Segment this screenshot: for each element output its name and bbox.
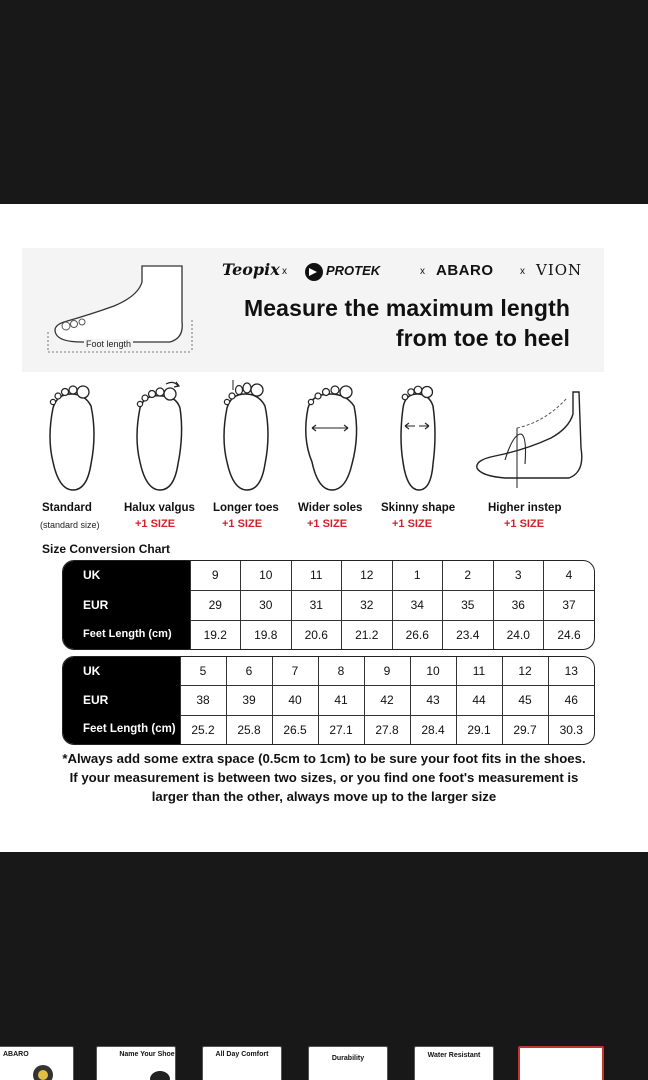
table-cell: 40 bbox=[272, 686, 318, 716]
size-table-adults bbox=[62, 656, 595, 745]
table-row bbox=[63, 561, 594, 590]
table-cell: 43 bbox=[410, 686, 456, 716]
table-cell: 7 bbox=[272, 657, 318, 686]
footnote-line-2: If your measurement is between two sizes, or you find one foot's measurement is bbox=[69, 770, 579, 785]
table-cell: 9 bbox=[190, 561, 241, 590]
size-table-kids bbox=[62, 560, 595, 650]
table-cell: 23.4 bbox=[443, 620, 494, 649]
table-cell: 28.4 bbox=[410, 715, 456, 744]
table-row bbox=[63, 590, 594, 620]
table-cell: 8 bbox=[318, 657, 364, 686]
table-cell: 30.3 bbox=[548, 715, 594, 744]
header-panel bbox=[22, 248, 604, 372]
brand-separator: x bbox=[282, 266, 287, 277]
table-cell: 5 bbox=[180, 657, 226, 686]
shoe-icon bbox=[29, 1061, 57, 1080]
table-cell: 27.1 bbox=[318, 715, 364, 744]
footnote bbox=[0, 749, 648, 806]
halux-valgus-foot-icon bbox=[126, 378, 190, 496]
row-label: EUR bbox=[63, 686, 180, 716]
table-cell: 25.8 bbox=[226, 715, 272, 744]
table-cell: 10 bbox=[241, 561, 292, 590]
row-label: EUR bbox=[63, 590, 190, 620]
foot-type-name: Skinny shape bbox=[381, 502, 456, 514]
longer-toes-foot-icon bbox=[213, 378, 277, 496]
thumbnail-6-selected[interactable] bbox=[518, 1046, 604, 1080]
foot-type-higher-instep bbox=[460, 378, 610, 496]
standard-foot-icon bbox=[39, 378, 103, 496]
foot-type-name: Standard bbox=[42, 502, 92, 514]
shoe-icon bbox=[149, 1067, 171, 1080]
foot-types-row bbox=[22, 378, 622, 538]
table-cell: 29.7 bbox=[502, 715, 548, 744]
table-row bbox=[63, 715, 594, 744]
table-cell: 11 bbox=[291, 561, 342, 590]
table-cell: 37 bbox=[544, 590, 595, 620]
foot-type-skinny-shape bbox=[372, 378, 462, 496]
headline bbox=[244, 293, 570, 353]
row-label: Feet Length (cm) bbox=[63, 715, 180, 744]
thumbnail-label: All Day Comfort bbox=[215, 1051, 269, 1058]
table-cell: 9 bbox=[364, 657, 410, 686]
table-cell: 1 bbox=[392, 561, 443, 590]
foot-type-name: Longer toes bbox=[213, 502, 279, 514]
table-cell: 26.5 bbox=[272, 715, 318, 744]
foot-type-name: Higher instep bbox=[488, 502, 562, 514]
foot-type-name: Wider soles bbox=[298, 502, 363, 514]
headline-line-2: from toe to heel bbox=[395, 325, 570, 351]
thumbnail-4[interactable] bbox=[308, 1046, 388, 1080]
thumbnail-1[interactable] bbox=[0, 1046, 74, 1080]
foot-type-wider-soles bbox=[285, 378, 375, 496]
footnote-line-1: *Always add some extra space (0.5cm to 1cm) to be sure your foot fits in the shoes. bbox=[62, 751, 586, 766]
headline-line-1: Measure the maximum length bbox=[244, 295, 570, 321]
table-cell: 21.2 bbox=[342, 620, 393, 649]
foot-type-size: +1 SIZE bbox=[135, 518, 176, 530]
row-label: UK bbox=[63, 657, 180, 686]
table-cell: 3 bbox=[493, 561, 544, 590]
chart-title: Size Conversion Chart bbox=[42, 542, 171, 556]
table-cell: 4 bbox=[544, 561, 595, 590]
table-cell: 10 bbox=[410, 657, 456, 686]
foot-type-size: +1 SIZE bbox=[307, 518, 348, 530]
foot-type-longer-toes bbox=[200, 378, 290, 496]
table-row bbox=[63, 657, 594, 686]
foot-type-halux-valgus bbox=[113, 378, 203, 496]
table-row bbox=[63, 686, 594, 716]
table-cell: 12 bbox=[502, 657, 548, 686]
table-cell: 19.2 bbox=[190, 620, 241, 649]
table-cell: 36 bbox=[493, 590, 544, 620]
table-cell: 24.0 bbox=[493, 620, 544, 649]
brand-abaro: ABARO bbox=[436, 262, 494, 279]
table-cell: 24.6 bbox=[544, 620, 595, 649]
table-cell: 45 bbox=[502, 686, 548, 716]
wider-soles-foot-icon bbox=[298, 378, 362, 496]
foot-type-size: +1 SIZE bbox=[222, 518, 263, 530]
thumbnail-2[interactable] bbox=[96, 1046, 176, 1080]
table-cell: 12 bbox=[342, 561, 393, 590]
thumbnail-3[interactable] bbox=[202, 1046, 282, 1080]
table-cell: 30 bbox=[241, 590, 292, 620]
table-cell: 25.2 bbox=[180, 715, 226, 744]
brand-separator: x bbox=[420, 266, 425, 277]
brand-protek: PROTEK bbox=[326, 263, 381, 278]
table-cell: 38 bbox=[180, 686, 226, 716]
thumbnail-label: Name Your Shoe bbox=[119, 1051, 175, 1058]
table-cell: 13 bbox=[548, 657, 594, 686]
footnote-line-3: larger than the other, always move up to the larger size bbox=[151, 789, 497, 804]
table-cell: 11 bbox=[456, 657, 502, 686]
table-cell: 34 bbox=[392, 590, 443, 620]
thumbnail-label: ABARO bbox=[3, 1051, 29, 1058]
table-cell: 35 bbox=[443, 590, 494, 620]
top-dark-area bbox=[0, 0, 648, 204]
protek-logo-icon bbox=[304, 262, 324, 282]
foot-length-label: Foot length bbox=[86, 339, 132, 349]
higher-instep-foot-icon bbox=[465, 378, 605, 496]
brand-vion: VION bbox=[536, 261, 583, 279]
skinny-shape-foot-icon bbox=[385, 378, 449, 496]
row-label: Feet Length (cm) bbox=[63, 620, 190, 649]
table-cell: 19.8 bbox=[241, 620, 292, 649]
row-label: UK bbox=[63, 561, 190, 590]
foot-type-note: (standard size) bbox=[40, 520, 100, 530]
thumbnail-5[interactable] bbox=[414, 1046, 494, 1080]
table-cell: 42 bbox=[364, 686, 410, 716]
table-cell: 2 bbox=[443, 561, 494, 590]
size-guide-image bbox=[0, 204, 648, 852]
brand-teopix: Teopix bbox=[222, 260, 280, 279]
table-cell: 26.6 bbox=[392, 620, 443, 649]
table-cell: 41 bbox=[318, 686, 364, 716]
thumbnail-label: Water Resistant bbox=[427, 1052, 481, 1059]
foot-type-size: +1 SIZE bbox=[392, 518, 433, 530]
table-cell: 39 bbox=[226, 686, 272, 716]
foot-type-standard bbox=[26, 378, 116, 496]
table-cell: 31 bbox=[291, 590, 342, 620]
table-cell: 29 bbox=[190, 590, 241, 620]
table-cell: 29.1 bbox=[456, 715, 502, 744]
brand-row bbox=[222, 260, 583, 284]
table-cell: 44 bbox=[456, 686, 502, 716]
table-cell: 32 bbox=[342, 590, 393, 620]
thumbnail-strip bbox=[0, 852, 648, 1080]
table-row bbox=[63, 620, 594, 649]
table-cell: 20.6 bbox=[291, 620, 342, 649]
thumbnail-label: Durability bbox=[331, 1055, 365, 1062]
table-cell: 46 bbox=[548, 686, 594, 716]
foot-type-size: +1 SIZE bbox=[504, 518, 545, 530]
brand-separator: x bbox=[520, 266, 525, 277]
table-cell: 27.8 bbox=[364, 715, 410, 744]
foot-type-name: Halux valgus bbox=[124, 502, 195, 514]
table-cell: 6 bbox=[226, 657, 272, 686]
